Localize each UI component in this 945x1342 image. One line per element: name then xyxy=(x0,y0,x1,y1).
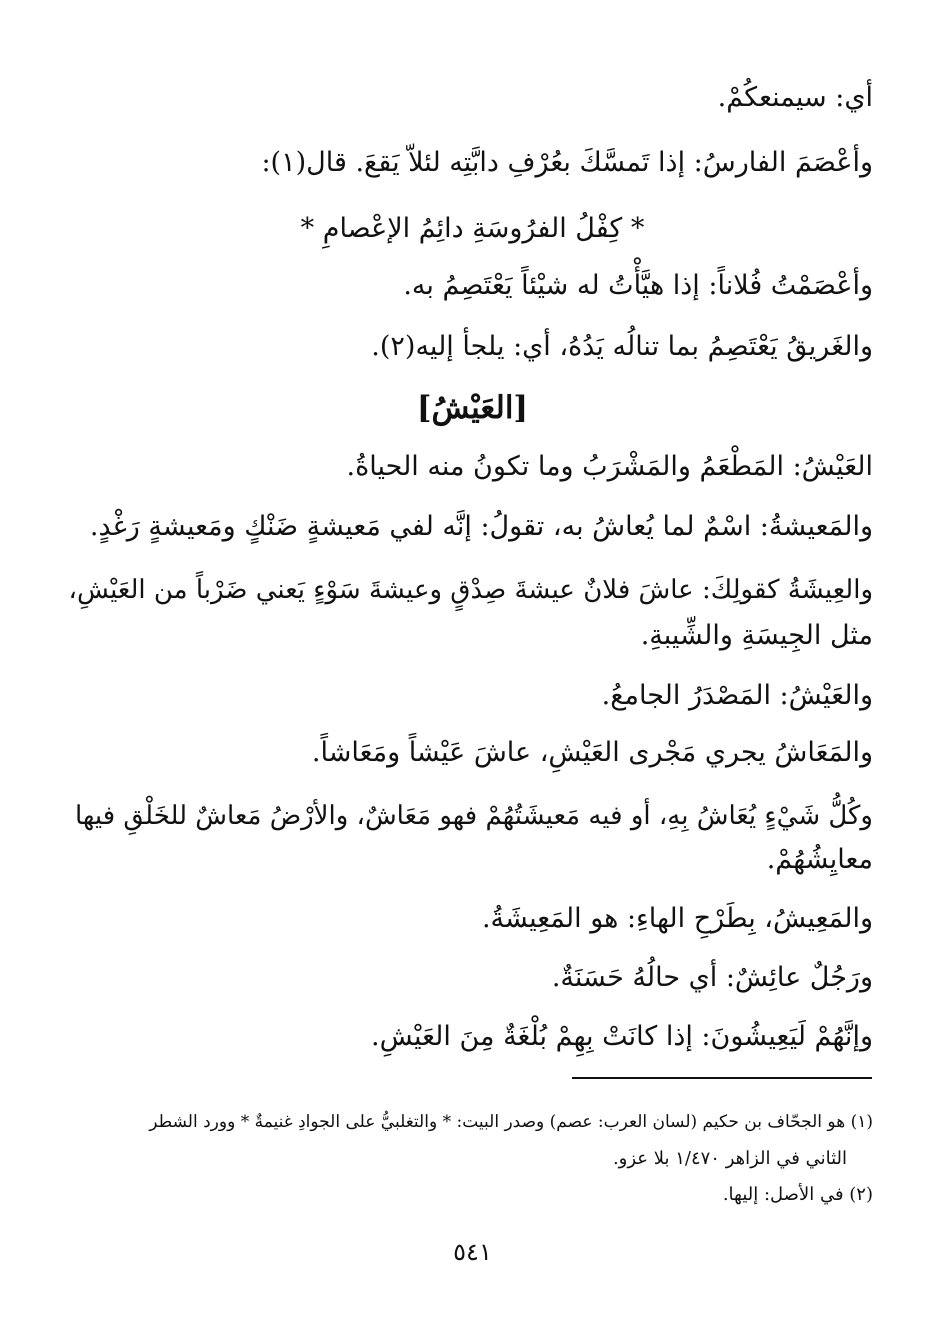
footnote-2: (٢) في الأصل: إليها. xyxy=(722,1184,873,1205)
text-line: مثل الجِيسَةِ والشِّيبةِ. xyxy=(640,620,873,651)
text-line: وإنَّهُمْ لَيَعِيشُونَ: إذا كانَتْ بِهِمْ بُلْغَةٌ مِنَ العَيْشِ. xyxy=(371,1021,873,1052)
section-heading: [العَيْشُ] xyxy=(416,390,529,426)
text-line: ورَجُلٌ عائِشٌ: أي حالُهُ حَسَنَةٌ. xyxy=(551,962,873,993)
text-line: وكُلُّ شَيْءٍ يُعَاشُ بِهِ، أو فيه مَعيشَتُهُمْ فهو مَعَاشٌ، والأرْضُ مَعاشٌ للخَلْقِ فيها xyxy=(74,801,873,831)
page-number: ٥٤١ xyxy=(453,1238,492,1266)
text-line: والغَريقُ يَعْتَصِمُ بما تنالُه يَدُهُ، أي: يلجأ إليه(٢). xyxy=(371,331,873,362)
text-line: معايِشُهُمْ. xyxy=(766,844,873,875)
text-line: والمَعيشةُ: اسْمٌ لما يُعاشُ به، تقولُ: إنَّه لفي مَعيشةٍ ضَنْكٍ ومَعيشةٍ رَغْدٍ. xyxy=(89,511,873,542)
text-line: العَيْشُ: المَطْعَمُ والمَشْرَبُ وما تكونُ منه الحياةُ. xyxy=(346,451,873,482)
text-line: والمَعِيشُ، بِطَرْحِ الهاءِ: هو المَعِيشَةُ. xyxy=(481,903,873,934)
text-line: والعَيْشُ: المَصْدَرُ الجامعُ. xyxy=(601,680,873,711)
text-line: أي: سيمنعكُمْ. xyxy=(717,82,873,113)
footnote-1-continued: الثاني في الزاهر ١/٤٧٠ بلا عزو. xyxy=(612,1148,847,1169)
text-line: والمَعَاشُ يجري مَجْرى العَيْشِ، عاشَ عَيْشاً ومَعَاشاً. xyxy=(311,737,873,768)
verse-line: * كِفْلُ الفرُوسَةِ دائِمُ الإعْصامِ * xyxy=(300,213,645,244)
footnote-1: (١) هو الجحّاف بن حكيم (لسان العرب: عصم) وصدر البيت: * والتغلبيُّ على الجوادِ غنيمةٌ * وورد الشطر xyxy=(149,1112,873,1132)
text-line: والعِيشَةُ كقولِكَ: عاشَ فلانٌ عيشةَ صِدْقٍ وعيشةَ سَوْءٍ يَعني ضَرْباً من العَيْشِ، xyxy=(68,575,873,605)
footnote-separator xyxy=(572,1077,872,1079)
text-line: وأعْصَمَ الفارسُ: إذا تَمسَّكَ بعُرْفِ دابَّتِه لئلاّ يَقعَ. قال(١): xyxy=(261,147,873,178)
text-line: وأعْصَمْتُ فُلاناً: إذا هيَّأْتُ له شيْئاً يَعْتَصِمُ به. xyxy=(403,270,873,301)
